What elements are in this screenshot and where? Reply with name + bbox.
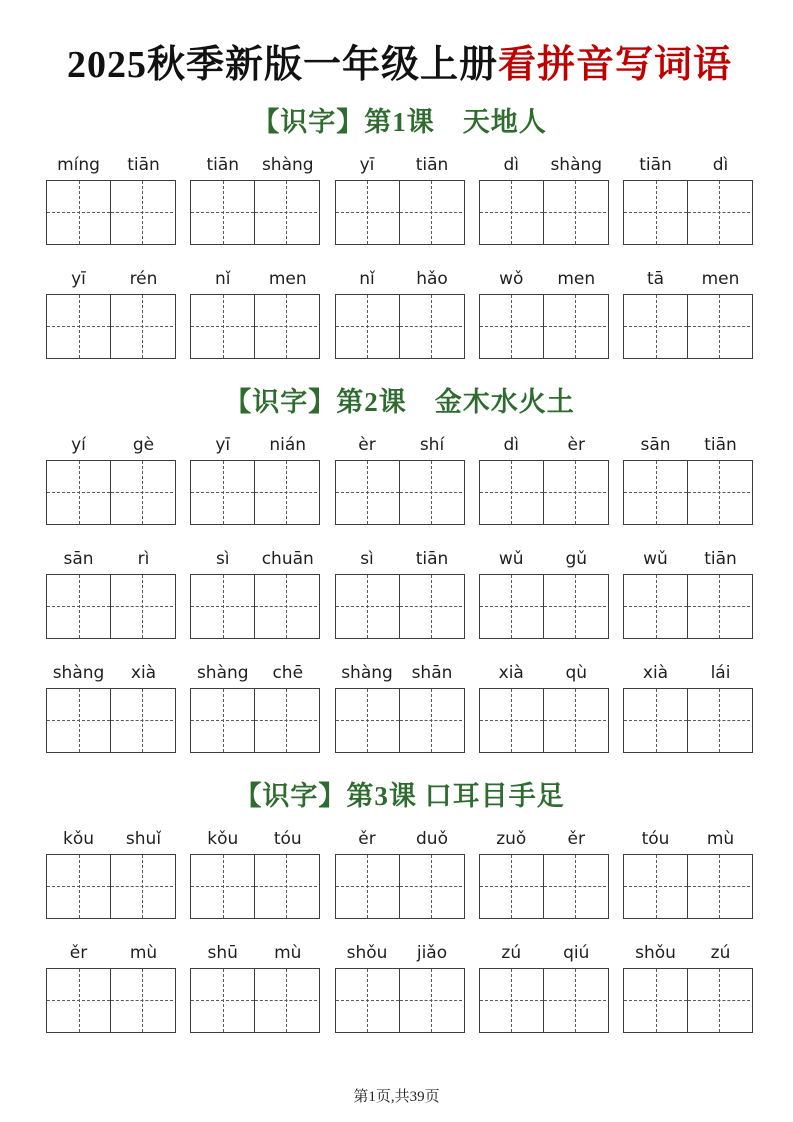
- pinyin-labels: [190, 660, 320, 683]
- word-group: [190, 660, 320, 753]
- pinyin-label: tiān: [206, 154, 240, 175]
- writing-cell[interactable]: [254, 461, 317, 524]
- pinyin-label: xià: [130, 662, 157, 683]
- pinyin-label: lái: [710, 662, 731, 683]
- pinyin-label: mù: [274, 942, 302, 963]
- pinyin-label: men: [557, 268, 596, 289]
- pinyin-label: tiān: [639, 154, 672, 175]
- pinyin-labels: [46, 940, 176, 963]
- writing-grid: [46, 574, 176, 639]
- writing-grid: [479, 968, 609, 1033]
- writing-grid: [479, 180, 609, 245]
- pinyin-label: ěr: [69, 942, 88, 963]
- pinyin-label: tiān: [415, 548, 449, 569]
- pinyin-labels: [623, 546, 753, 569]
- word-row: [46, 940, 753, 1033]
- pinyin-label: rì: [137, 548, 150, 569]
- pinyin-label: yī: [215, 434, 231, 455]
- writing-cell[interactable]: [336, 575, 399, 638]
- word-group: [335, 660, 465, 753]
- pinyin-label: èr: [358, 434, 376, 455]
- writing-cell[interactable]: [543, 689, 606, 752]
- writing-cell[interactable]: [47, 969, 110, 1032]
- writing-cell[interactable]: [543, 461, 606, 524]
- writing-cell[interactable]: [110, 461, 173, 524]
- writing-cell[interactable]: [480, 295, 543, 358]
- word-group: [46, 266, 176, 359]
- writing-grid: [479, 294, 609, 359]
- writing-cell[interactable]: [480, 689, 543, 752]
- pinyin-labels: [479, 152, 609, 175]
- word-group: [623, 266, 753, 359]
- writing-cell[interactable]: [47, 575, 110, 638]
- word-group: [46, 826, 176, 919]
- pinyin-label: shàng: [196, 662, 249, 683]
- writing-grid: [46, 854, 176, 919]
- writing-cell[interactable]: [687, 689, 750, 752]
- section-heading: 【识字】第2课 金木水火土: [224, 386, 575, 417]
- pinyin-label: tā: [646, 268, 665, 289]
- pinyin-label: zú: [710, 942, 731, 963]
- pinyin-labels: [46, 826, 176, 849]
- pinyin-labels: [623, 432, 753, 455]
- writing-cell[interactable]: [624, 969, 687, 1032]
- lesson-section: [46, 100, 753, 359]
- writing-cell[interactable]: [336, 295, 399, 358]
- writing-cell[interactable]: [624, 295, 687, 358]
- writing-cell[interactable]: [191, 689, 254, 752]
- writing-cell[interactable]: [191, 181, 254, 244]
- writing-cell[interactable]: [399, 461, 462, 524]
- pinyin-label: nián: [269, 434, 307, 455]
- pinyin-label: tiān: [127, 154, 160, 175]
- writing-cell[interactable]: [110, 855, 173, 918]
- pinyin-label: shàng: [52, 662, 105, 683]
- writing-cell[interactable]: [399, 575, 462, 638]
- pinyin-label: nǐ: [359, 268, 375, 289]
- word-group: [190, 266, 320, 359]
- pinyin-label: kǒu: [62, 828, 95, 849]
- pinyin-label: wǒ: [499, 268, 524, 289]
- writing-cell[interactable]: [543, 575, 606, 638]
- writing-cell[interactable]: [47, 295, 110, 358]
- writing-cell[interactable]: [254, 689, 317, 752]
- writing-grid: [623, 968, 753, 1033]
- writing-grid: [479, 574, 609, 639]
- pinyin-label: chuān: [261, 548, 314, 569]
- word-group: [335, 152, 465, 245]
- pinyin-label: sān: [640, 434, 671, 455]
- pinyin-label: shǒu: [635, 942, 676, 963]
- pinyin-label: gǔ: [565, 548, 588, 569]
- writing-cell[interactable]: [624, 181, 687, 244]
- pinyin-label: shàng: [550, 154, 603, 175]
- word-group: [335, 432, 465, 525]
- pinyin-label: zuǒ: [496, 828, 527, 849]
- writing-cell[interactable]: [399, 181, 462, 244]
- pinyin-label: mù: [706, 828, 735, 849]
- word-group: [46, 432, 176, 525]
- writing-cell[interactable]: [110, 295, 173, 358]
- writing-cell[interactable]: [110, 689, 173, 752]
- word-group: [190, 826, 320, 919]
- writing-cell[interactable]: [336, 855, 399, 918]
- word-group: [335, 826, 465, 919]
- pinyin-label: tóu: [273, 828, 302, 849]
- word-group: [623, 152, 753, 245]
- pinyin-labels: [46, 266, 176, 289]
- writing-grid: [46, 460, 176, 525]
- writing-cell[interactable]: [191, 461, 254, 524]
- pinyin-labels: [623, 940, 753, 963]
- pinyin-label: hǎo: [416, 268, 448, 289]
- word-group: [190, 432, 320, 525]
- pinyin-label: yí: [71, 434, 86, 455]
- pinyin-label: yī: [359, 154, 375, 175]
- pinyin-label: qiú: [563, 942, 590, 963]
- pinyin-label: shàng: [261, 154, 314, 175]
- writing-cell[interactable]: [687, 969, 750, 1032]
- word-row: [46, 826, 753, 919]
- word-group: [46, 152, 176, 245]
- writing-grid: [623, 574, 753, 639]
- title-highlight: 看拼音写词语: [498, 44, 733, 86]
- word-group: [190, 546, 320, 639]
- writing-cell[interactable]: [480, 855, 543, 918]
- writing-grid: [335, 688, 465, 753]
- sections-container: [46, 100, 753, 1033]
- writing-cell[interactable]: [480, 969, 543, 1032]
- writing-cell[interactable]: [336, 689, 399, 752]
- word-group: [335, 266, 465, 359]
- word-group: [479, 940, 609, 1033]
- word-group: [46, 660, 176, 753]
- word-group: [479, 546, 609, 639]
- word-group: [479, 432, 609, 525]
- pinyin-label: zú: [501, 942, 522, 963]
- word-group: [190, 940, 320, 1033]
- pinyin-label: jiǎo: [416, 942, 448, 963]
- writing-cell[interactable]: [399, 295, 462, 358]
- pinyin-labels: [479, 826, 609, 849]
- writing-cell[interactable]: [191, 575, 254, 638]
- writing-grid: [190, 854, 320, 919]
- writing-cell[interactable]: [543, 181, 606, 244]
- lesson-section: [46, 380, 753, 753]
- pinyin-label: wǔ: [498, 548, 524, 569]
- writing-cell[interactable]: [336, 181, 399, 244]
- pinyin-label: tiān: [704, 434, 737, 455]
- writing-cell[interactable]: [687, 461, 750, 524]
- pinyin-labels: [46, 660, 176, 683]
- writing-grid: [190, 968, 320, 1033]
- writing-cell[interactable]: [191, 855, 254, 918]
- word-group: [479, 826, 609, 919]
- pinyin-label: shí: [419, 434, 445, 455]
- section-heading: 【识字】第3课 口耳目手足: [234, 780, 565, 811]
- pinyin-labels: [335, 432, 465, 455]
- writing-cell[interactable]: [480, 575, 543, 638]
- pinyin-label: nǐ: [215, 268, 231, 289]
- writing-cell[interactable]: [480, 181, 543, 244]
- word-row: [46, 266, 753, 359]
- pinyin-label: men: [701, 268, 740, 289]
- writing-grid: [46, 688, 176, 753]
- writing-grid: [46, 180, 176, 245]
- pinyin-label: tóu: [641, 828, 670, 849]
- word-group: [479, 660, 609, 753]
- pinyin-label: shū: [207, 942, 238, 963]
- writing-cell[interactable]: [336, 461, 399, 524]
- writing-cell[interactable]: [254, 181, 317, 244]
- pinyin-labels: [46, 152, 176, 175]
- pinyin-label: shàng: [341, 662, 393, 683]
- pinyin-labels: [190, 432, 320, 455]
- writing-grid: [335, 180, 465, 245]
- pinyin-label: xià: [642, 662, 669, 683]
- pinyin-label: gè: [132, 434, 155, 455]
- writing-cell[interactable]: [254, 575, 317, 638]
- pinyin-label: tiān: [704, 548, 737, 569]
- writing-cell[interactable]: [254, 855, 317, 918]
- writing-grid: [479, 460, 609, 525]
- writing-cell[interactable]: [47, 461, 110, 524]
- writing-cell[interactable]: [110, 181, 173, 244]
- writing-grid: [479, 688, 609, 753]
- writing-grid: [623, 180, 753, 245]
- pinyin-label: men: [268, 268, 307, 289]
- word-row: [46, 546, 753, 639]
- pinyin-labels: [46, 432, 176, 455]
- word-group: [46, 940, 176, 1033]
- pinyin-label: míng: [57, 154, 100, 175]
- word-group: [623, 826, 753, 919]
- word-group: [479, 152, 609, 245]
- pinyin-label: duǒ: [416, 828, 448, 849]
- writing-grid: [335, 574, 465, 639]
- pinyin-label: ěr: [567, 828, 585, 849]
- pinyin-labels: [623, 266, 753, 289]
- pinyin-labels: [335, 152, 465, 175]
- pinyin-label: chē: [272, 662, 304, 683]
- page-number: 第1页,共39页: [353, 1089, 440, 1105]
- pinyin-label: wǔ: [643, 548, 668, 569]
- pinyin-labels: [335, 266, 465, 289]
- word-group: [335, 546, 465, 639]
- word-row: [46, 660, 753, 753]
- writing-cell[interactable]: [399, 855, 462, 918]
- writing-cell[interactable]: [624, 689, 687, 752]
- writing-cell[interactable]: [624, 575, 687, 638]
- writing-grid: [623, 460, 753, 525]
- pinyin-label: shǒu: [346, 942, 388, 963]
- writing-grid: [190, 180, 320, 245]
- writing-cell[interactable]: [480, 461, 543, 524]
- writing-grid: [190, 294, 320, 359]
- writing-cell[interactable]: [399, 689, 462, 752]
- pinyin-labels: [479, 940, 609, 963]
- word-group: [623, 940, 753, 1033]
- writing-cell[interactable]: [624, 855, 687, 918]
- writing-grid: [190, 460, 320, 525]
- pinyin-labels: [479, 266, 609, 289]
- pinyin-label: ěr: [358, 828, 376, 849]
- writing-grid: [46, 294, 176, 359]
- pinyin-label: qù: [565, 662, 588, 683]
- writing-grid: [623, 294, 753, 359]
- pinyin-label: dì: [503, 434, 519, 455]
- writing-cell[interactable]: [47, 855, 110, 918]
- writing-grid: [190, 574, 320, 639]
- word-group: [46, 546, 176, 639]
- pinyin-labels: [623, 826, 753, 849]
- writing-cell[interactable]: [624, 461, 687, 524]
- pinyin-labels: [335, 940, 465, 963]
- pinyin-labels: [479, 660, 609, 683]
- pinyin-label: rén: [129, 268, 158, 289]
- pinyin-label: mù: [129, 942, 158, 963]
- pinyin-label: dì: [503, 154, 519, 175]
- pinyin-label: sān: [63, 548, 94, 569]
- pinyin-labels: [190, 940, 320, 963]
- pinyin-label: kǒu: [207, 828, 239, 849]
- writing-cell[interactable]: [110, 575, 173, 638]
- writing-cell[interactable]: [254, 969, 317, 1032]
- writing-cell[interactable]: [687, 295, 750, 358]
- writing-cell[interactable]: [543, 295, 606, 358]
- pinyin-label: sì: [215, 548, 230, 569]
- writing-cell[interactable]: [191, 969, 254, 1032]
- writing-cell[interactable]: [110, 969, 173, 1032]
- pinyin-labels: [190, 546, 320, 569]
- writing-cell[interactable]: [399, 969, 462, 1032]
- pinyin-labels: [479, 546, 609, 569]
- pinyin-label: shān: [411, 662, 453, 683]
- pinyin-label: sì: [360, 548, 374, 569]
- word-group: [190, 152, 320, 245]
- pinyin-labels: [623, 660, 753, 683]
- writing-grid: [335, 460, 465, 525]
- pinyin-labels: [335, 826, 465, 849]
- pinyin-labels: [190, 826, 320, 849]
- writing-cell[interactable]: [47, 689, 110, 752]
- writing-cell[interactable]: [543, 969, 606, 1032]
- pinyin-label: xià: [498, 662, 524, 683]
- word-group: [623, 660, 753, 753]
- pinyin-labels: [335, 660, 465, 683]
- pinyin-labels: [479, 432, 609, 455]
- writing-cell[interactable]: [687, 855, 750, 918]
- writing-grid: [190, 688, 320, 753]
- pinyin-labels: [623, 152, 753, 175]
- page-title: [46, 42, 753, 90]
- word-group: [623, 432, 753, 525]
- pinyin-label: tiān: [415, 154, 449, 175]
- writing-grid: [335, 968, 465, 1033]
- writing-grid: [623, 854, 753, 919]
- writing-cell[interactable]: [687, 181, 750, 244]
- pinyin-labels: [46, 546, 176, 569]
- writing-cell[interactable]: [47, 181, 110, 244]
- word-row: [46, 152, 753, 245]
- pinyin-labels: [190, 152, 320, 175]
- word-row: [46, 432, 753, 525]
- word-group: [479, 266, 609, 359]
- lesson-section: [46, 774, 753, 1033]
- writing-cell[interactable]: [191, 295, 254, 358]
- pinyin-label: shuǐ: [125, 828, 162, 849]
- writing-grid: [623, 688, 753, 753]
- section-heading: 【识字】第1课 天地人: [252, 106, 547, 137]
- pinyin-label: dì: [712, 154, 729, 175]
- writing-cell[interactable]: [336, 969, 399, 1032]
- title-main: 2025秋季新版一年级上册: [66, 44, 498, 86]
- writing-cell[interactable]: [543, 855, 606, 918]
- writing-cell[interactable]: [254, 295, 317, 358]
- word-group: [623, 546, 753, 639]
- writing-grid: [479, 854, 609, 919]
- word-group: [335, 940, 465, 1033]
- pinyin-labels: [335, 546, 465, 569]
- pinyin-label: èr: [567, 434, 585, 455]
- writing-cell[interactable]: [687, 575, 750, 638]
- pinyin-labels: [190, 266, 320, 289]
- writing-grid: [335, 294, 465, 359]
- pinyin-label: yī: [71, 268, 86, 289]
- writing-grid: [335, 854, 465, 919]
- writing-grid: [46, 968, 176, 1033]
